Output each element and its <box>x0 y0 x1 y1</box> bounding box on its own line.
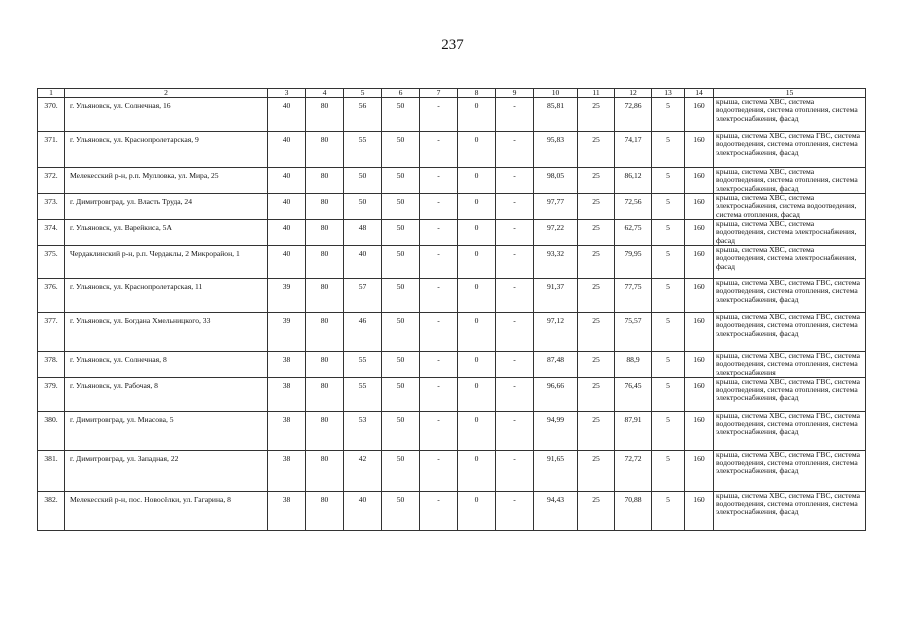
col-8: 0 <box>458 491 496 530</box>
col-5: 42 <box>344 450 382 491</box>
col-13: 5 <box>652 411 685 450</box>
col-11: 25 <box>578 98 615 132</box>
col-6: 50 <box>382 98 420 132</box>
address: Чердаклинский р-н, р.п. Чердаклы, 2 Микрорайон, 1 <box>65 246 268 279</box>
col-13: 5 <box>652 450 685 491</box>
address: г. Ульяновск, ул. Краснопролетарская, 9 <box>65 132 268 168</box>
col-11: 25 <box>578 411 615 450</box>
col-8: 0 <box>458 411 496 450</box>
col-10: 96,66 <box>534 377 578 411</box>
column-number: 2 <box>65 89 268 98</box>
table-row <box>38 411 866 450</box>
col-9: - <box>496 168 534 194</box>
col-14: 160 <box>685 168 714 194</box>
row-number: 380. <box>38 411 65 450</box>
col-5: 55 <box>344 352 382 378</box>
col-12: 72,86 <box>615 98 652 132</box>
col-14: 160 <box>685 194 714 220</box>
col-3: 38 <box>268 352 306 378</box>
col-8: 0 <box>458 132 496 168</box>
col-10: 91,37 <box>534 279 578 313</box>
page-number: 237 <box>441 37 464 53</box>
col-6: 50 <box>382 246 420 279</box>
column-number: 15 <box>714 89 866 98</box>
table-row <box>38 132 866 168</box>
col-3: 40 <box>268 168 306 194</box>
col-12: 79,95 <box>615 246 652 279</box>
col-8: 0 <box>458 352 496 378</box>
col-11: 25 <box>578 132 615 168</box>
col-9: - <box>496 313 534 352</box>
table-row <box>38 220 866 246</box>
col-9: - <box>496 246 534 279</box>
col-8: 0 <box>458 246 496 279</box>
col-4: 80 <box>306 352 344 378</box>
column-number: 5 <box>344 89 382 98</box>
col-10: 93,32 <box>534 246 578 279</box>
col-3: 40 <box>268 98 306 132</box>
col-7: - <box>420 313 458 352</box>
col-7: - <box>420 377 458 411</box>
col-10: 97,22 <box>534 220 578 246</box>
col-10: 87,48 <box>534 352 578 378</box>
col-14: 160 <box>685 98 714 132</box>
col-14: 160 <box>685 411 714 450</box>
works-list: крыша, система ХВС, система ГВС, система водоотведения, система отопления, система электроснабжения, фасад <box>714 313 866 352</box>
col-13: 5 <box>652 491 685 530</box>
col-11: 25 <box>578 377 615 411</box>
col-6: 50 <box>382 279 420 313</box>
register-table <box>37 88 866 531</box>
works-list: крыша, система ХВС, система ГВС, система водоотведения, система отопления, система электроснабжения, фасад <box>714 411 866 450</box>
col-3: 39 <box>268 279 306 313</box>
col-11: 25 <box>578 450 615 491</box>
col-8: 0 <box>458 313 496 352</box>
table-row <box>38 491 866 530</box>
col-7: - <box>420 450 458 491</box>
col-3: 40 <box>268 246 306 279</box>
col-10: 97,77 <box>534 194 578 220</box>
col-4: 80 <box>306 313 344 352</box>
col-6: 50 <box>382 491 420 530</box>
col-12: 88,9 <box>615 352 652 378</box>
col-12: 87,91 <box>615 411 652 450</box>
col-5: 57 <box>344 279 382 313</box>
col-9: - <box>496 132 534 168</box>
col-3: 38 <box>268 450 306 491</box>
works-list: крыша, система ХВС, система ГВС, система водоотведения, система отопления, система электроснабжения <box>714 352 866 378</box>
col-11: 25 <box>578 168 615 194</box>
col-3: 40 <box>268 220 306 246</box>
col-9: - <box>496 279 534 313</box>
row-number: 371. <box>38 132 65 168</box>
col-10: 97,12 <box>534 313 578 352</box>
table-row <box>38 246 866 279</box>
row-number: 382. <box>38 491 65 530</box>
address: г. Ульяновск, ул. Солнечная, 16 <box>65 98 268 132</box>
col-7: - <box>420 246 458 279</box>
address: г. Ульяновск, ул. Краснопролетарская, 11 <box>65 279 268 313</box>
col-4: 80 <box>306 491 344 530</box>
col-9: - <box>496 194 534 220</box>
col-6: 50 <box>382 411 420 450</box>
address: г. Ульяновск, ул. Солнечная, 8 <box>65 352 268 378</box>
col-10: 91,65 <box>534 450 578 491</box>
col-7: - <box>420 491 458 530</box>
table-row <box>38 194 866 220</box>
col-13: 5 <box>652 220 685 246</box>
col-10: 95,83 <box>534 132 578 168</box>
col-12: 77,75 <box>615 279 652 313</box>
col-13: 5 <box>652 194 685 220</box>
col-13: 5 <box>652 98 685 132</box>
row-number: 374. <box>38 220 65 246</box>
col-6: 50 <box>382 220 420 246</box>
col-7: - <box>420 132 458 168</box>
col-11: 25 <box>578 491 615 530</box>
column-number: 10 <box>534 89 578 98</box>
col-3: 38 <box>268 491 306 530</box>
works-list: крыша, система ХВС, система ГВС, система водоотведения, система отопления, система электроснабжения, фасад <box>714 491 866 530</box>
row-number: 379. <box>38 377 65 411</box>
column-number: 12 <box>615 89 652 98</box>
col-4: 80 <box>306 279 344 313</box>
col-12: 62,75 <box>615 220 652 246</box>
col-13: 5 <box>652 246 685 279</box>
row-number: 373. <box>38 194 65 220</box>
col-9: - <box>496 450 534 491</box>
col-4: 80 <box>306 220 344 246</box>
col-4: 80 <box>306 246 344 279</box>
col-14: 160 <box>685 377 714 411</box>
works-list: крыша, система ХВС, система ГВС, система водоотведения, система отопления, система электроснабжения, фасад <box>714 450 866 491</box>
table-row <box>38 377 866 411</box>
address: Мелекесский р-н, р.п. Мулловка, ул. Мира, 25 <box>65 168 268 194</box>
col-5: 40 <box>344 246 382 279</box>
col-7: - <box>420 98 458 132</box>
col-14: 160 <box>685 450 714 491</box>
address: г. Ульяновск, ул. Богдана Хмельницкого, 33 <box>65 313 268 352</box>
col-6: 50 <box>382 168 420 194</box>
col-9: - <box>496 411 534 450</box>
works-list: крыша, система ХВС, система ГВС, система водоотведения, система отопления, система электроснабжения, фасад <box>714 132 866 168</box>
works-list: крыша, система ХВС, система ГВС, система водоотведения, система отопления, система электроснабжения, фасад <box>714 279 866 313</box>
column-number: 6 <box>382 89 420 98</box>
row-number: 375. <box>38 246 65 279</box>
row-number: 381. <box>38 450 65 491</box>
col-6: 50 <box>382 377 420 411</box>
col-9: - <box>496 377 534 411</box>
table-row <box>38 279 866 313</box>
row-number: 376. <box>38 279 65 313</box>
address: г. Димитровград, ул. Власть Труда, 24 <box>65 194 268 220</box>
col-14: 160 <box>685 352 714 378</box>
col-11: 25 <box>578 279 615 313</box>
table-row <box>38 98 866 132</box>
col-6: 50 <box>382 132 420 168</box>
column-number: 9 <box>496 89 534 98</box>
col-5: 53 <box>344 411 382 450</box>
col-4: 80 <box>306 194 344 220</box>
works-list: крыша, система ХВС, система водоотведения, система отопления, система электроснабжения, фасад <box>714 168 866 194</box>
col-12: 72,72 <box>615 450 652 491</box>
address: Мелекесский р-н, пос. Новосёлки, ул. Гагарина, 8 <box>65 491 268 530</box>
col-8: 0 <box>458 220 496 246</box>
col-7: - <box>420 352 458 378</box>
col-5: 55 <box>344 132 382 168</box>
column-number: 11 <box>578 89 615 98</box>
col-14: 160 <box>685 279 714 313</box>
table-row <box>38 313 866 352</box>
col-3: 40 <box>268 132 306 168</box>
col-14: 160 <box>685 132 714 168</box>
column-number: 14 <box>685 89 714 98</box>
col-5: 46 <box>344 313 382 352</box>
col-6: 50 <box>382 194 420 220</box>
col-3: 38 <box>268 411 306 450</box>
col-4: 80 <box>306 377 344 411</box>
row-number: 370. <box>38 98 65 132</box>
col-12: 72,56 <box>615 194 652 220</box>
col-5: 55 <box>344 377 382 411</box>
table-row <box>38 450 866 491</box>
col-12: 74,17 <box>615 132 652 168</box>
address: г. Димитровград, ул. Миасова, 5 <box>65 411 268 450</box>
col-3: 40 <box>268 194 306 220</box>
address: г. Димитровград, ул. Западная, 22 <box>65 450 268 491</box>
col-4: 80 <box>306 98 344 132</box>
col-13: 5 <box>652 132 685 168</box>
col-11: 25 <box>578 220 615 246</box>
col-12: 76,45 <box>615 377 652 411</box>
col-6: 50 <box>382 450 420 491</box>
col-10: 85,81 <box>534 98 578 132</box>
works-list: крыша, система ХВС, система водоотведения, система отопления, система электроснабжения, фасад <box>714 98 866 132</box>
col-7: - <box>420 279 458 313</box>
col-10: 98,05 <box>534 168 578 194</box>
works-list: крыша, система ХВС, система водоотведения, система электроснабжения, фасад <box>714 246 866 279</box>
col-8: 0 <box>458 279 496 313</box>
col-12: 75,57 <box>615 313 652 352</box>
col-13: 5 <box>652 377 685 411</box>
col-4: 80 <box>306 132 344 168</box>
column-number: 3 <box>268 89 306 98</box>
col-12: 86,12 <box>615 168 652 194</box>
col-14: 160 <box>685 491 714 530</box>
col-8: 0 <box>458 194 496 220</box>
col-4: 80 <box>306 168 344 194</box>
col-8: 0 <box>458 377 496 411</box>
col-5: 40 <box>344 491 382 530</box>
table-row <box>38 168 866 194</box>
col-9: - <box>496 98 534 132</box>
col-14: 160 <box>685 246 714 279</box>
col-7: - <box>420 220 458 246</box>
col-8: 0 <box>458 98 496 132</box>
col-10: 94,43 <box>534 491 578 530</box>
col-11: 25 <box>578 352 615 378</box>
column-number-row <box>38 89 866 98</box>
col-3: 39 <box>268 313 306 352</box>
col-12: 70,88 <box>615 491 652 530</box>
col-7: - <box>420 194 458 220</box>
table-body <box>38 89 866 531</box>
col-11: 25 <box>578 194 615 220</box>
row-number: 372. <box>38 168 65 194</box>
col-6: 50 <box>382 352 420 378</box>
works-list: крыша, система ХВС, система водоотведения, система электроснабжения, фасад <box>714 220 866 246</box>
col-3: 38 <box>268 377 306 411</box>
works-list: крыша, система ХВС, система электроснабжения, система водоотведения, система отопления, фасад <box>714 194 866 220</box>
col-5: 56 <box>344 98 382 132</box>
col-6: 50 <box>382 313 420 352</box>
col-4: 80 <box>306 411 344 450</box>
address: г. Ульяновск, ул. Варейкиса, 5А <box>65 220 268 246</box>
column-number: 1 <box>38 89 65 98</box>
column-number: 4 <box>306 89 344 98</box>
table-row <box>38 352 866 378</box>
col-9: - <box>496 352 534 378</box>
col-10: 94,99 <box>534 411 578 450</box>
col-8: 0 <box>458 450 496 491</box>
col-5: 48 <box>344 220 382 246</box>
address: г. Ульяновск, ул. Рабочая, 8 <box>65 377 268 411</box>
col-8: 0 <box>458 168 496 194</box>
column-number: 13 <box>652 89 685 98</box>
col-14: 160 <box>685 313 714 352</box>
col-7: - <box>420 411 458 450</box>
col-11: 25 <box>578 313 615 352</box>
col-5: 50 <box>344 194 382 220</box>
col-4: 80 <box>306 450 344 491</box>
row-number: 378. <box>38 352 65 378</box>
column-number: 7 <box>420 89 458 98</box>
works-list: крыша, система ХВС, система ГВС, система водоотведения, система отопления, система электроснабжения, фасад <box>714 377 866 411</box>
col-13: 5 <box>652 313 685 352</box>
col-9: - <box>496 491 534 530</box>
col-13: 5 <box>652 352 685 378</box>
col-9: - <box>496 220 534 246</box>
col-7: - <box>420 168 458 194</box>
col-13: 5 <box>652 168 685 194</box>
col-5: 50 <box>344 168 382 194</box>
column-number: 8 <box>458 89 496 98</box>
col-11: 25 <box>578 246 615 279</box>
col-13: 5 <box>652 279 685 313</box>
col-14: 160 <box>685 220 714 246</box>
row-number: 377. <box>38 313 65 352</box>
